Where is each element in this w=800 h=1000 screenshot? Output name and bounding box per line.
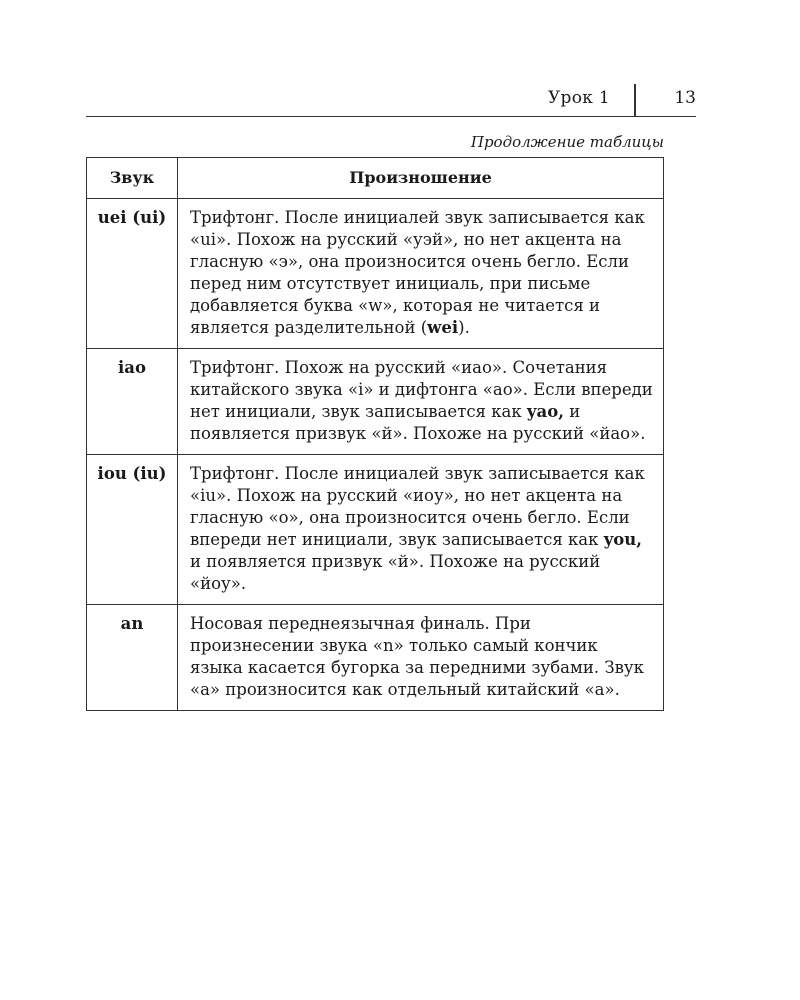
pronunciation-text: Носовая переднеязычная финаль. При произнесении звука «n» только самый кончик языка касается бугорка за передними зубами. Звук «а» произносится как отдельный китайский «а». <box>190 614 644 699</box>
pronunciation-table <box>86 157 664 711</box>
sound-cell: an <box>87 605 178 711</box>
pronunciation-text-end: и появляется призвук «й». Похоже на русский «йоу». <box>190 552 601 593</box>
column-header-pronunciation: Произношение <box>178 158 664 199</box>
table-row <box>87 199 664 349</box>
table-row <box>87 455 664 605</box>
pronunciation-bold-text: yao, <box>526 402 564 421</box>
pronunciation-cell <box>178 455 664 605</box>
table-header-row <box>87 158 664 199</box>
pronunciation-text-end: и появляется призвук «й». Похоже на русский «йао». <box>190 402 646 443</box>
page-header <box>86 84 696 117</box>
table-row <box>87 605 664 711</box>
table-continuation-label: Продолжение таблицы <box>470 133 664 151</box>
pronunciation-bold-text: wei <box>427 318 459 337</box>
pronunciation-bold-text: you, <box>603 530 643 549</box>
sound-cell: uei (ui) <box>87 199 178 349</box>
header-divider <box>634 84 636 116</box>
pronunciation-text: Трифтонг. После инициалей звук записывается как «ui». Похож на русский «уэй», но нет акцента на гласную «э», она произносится очень бегло. Если перед ним отсутствует инициаль, при письме добавляется буква «w», которая не читается и является разделительной ( <box>190 208 645 337</box>
column-header-sound: Звук <box>87 158 178 199</box>
pronunciation-cell <box>178 605 664 711</box>
page-number: 13 <box>674 88 696 108</box>
pronunciation-cell <box>178 199 664 349</box>
sound-cell: iao <box>87 349 178 455</box>
sound-cell: iou (iu) <box>87 455 178 605</box>
pronunciation-text: Трифтонг. После инициалей звук записывается как «iu». Похож на русский «иоу», но нет акцента на гласную «о», она произносится очень бегло. Если впереди нет инициали, звук записывается как <box>190 464 645 549</box>
pronunciation-text: Трифтонг. Похож на русский «иао». Сочетания китайского звука «i» и дифтонга «ао». Если впереди нет инициали, звук записывается как <box>190 358 653 421</box>
chapter-title: Урок 1 <box>547 88 610 108</box>
pronunciation-cell <box>178 349 664 455</box>
pronunciation-text-end: ). <box>458 318 470 337</box>
table-row <box>87 349 664 455</box>
